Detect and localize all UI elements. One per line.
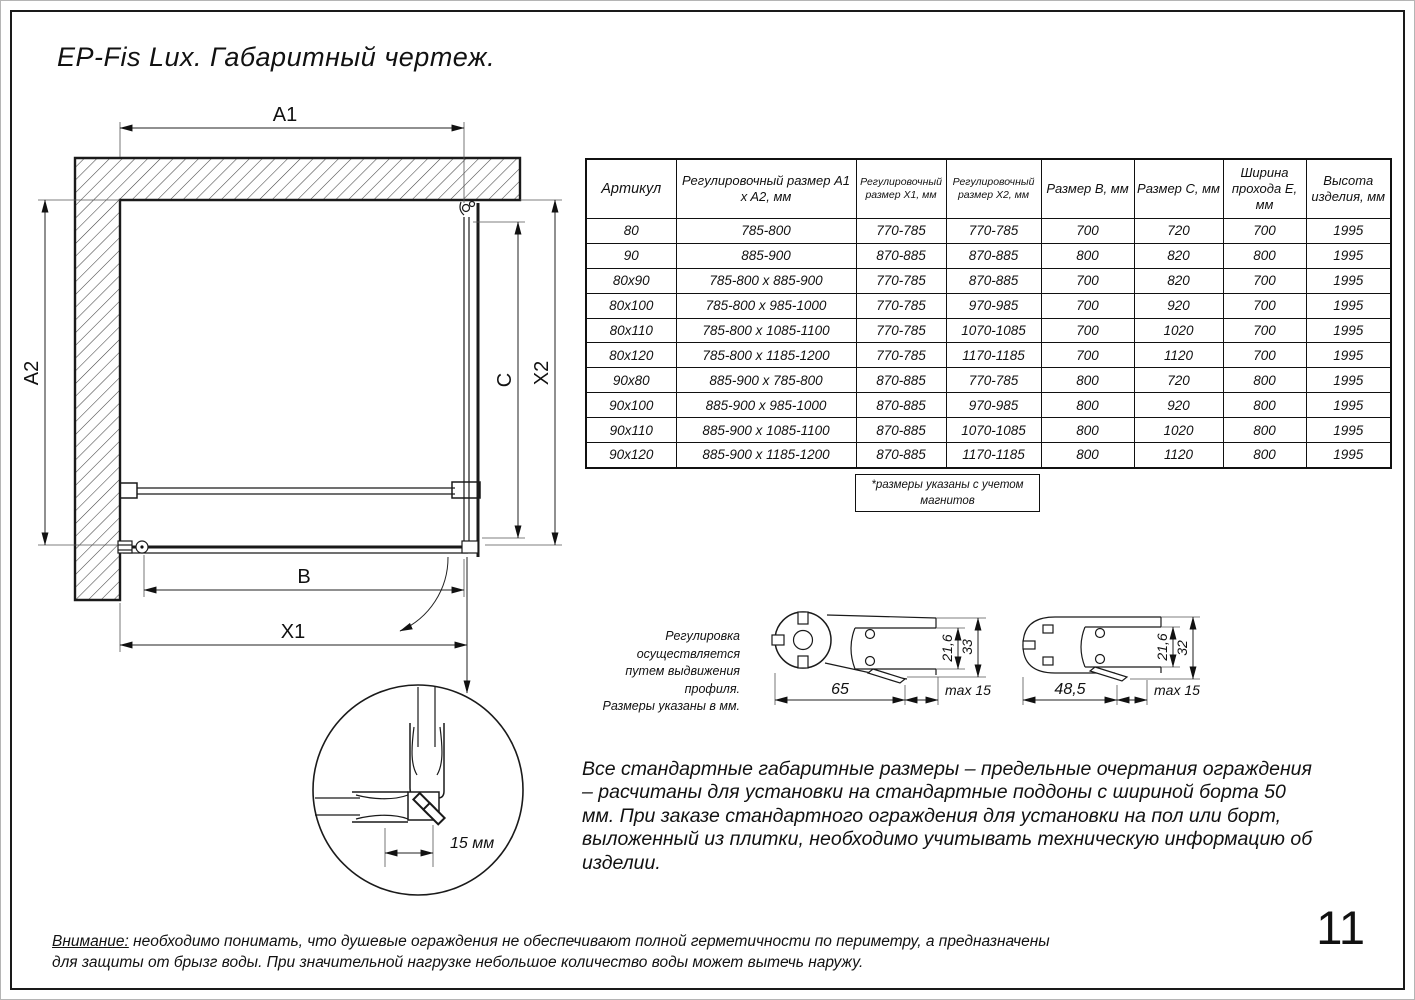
column-header: Размер C, мм — [1134, 159, 1223, 219]
table-cell: 700 — [1223, 318, 1306, 343]
column-header: Регулировочный размер X2, мм — [946, 159, 1041, 219]
table-cell: 870-885 — [856, 393, 946, 418]
table-cell: 1995 — [1306, 219, 1391, 244]
table-cell: 770-785 — [856, 219, 946, 244]
table-row — [586, 443, 1391, 468]
table-cell: 785-800 x 885-900 — [676, 268, 856, 293]
table-cell: 800 — [1041, 418, 1134, 443]
table-row — [586, 343, 1391, 368]
table-cell: 920 — [1134, 393, 1223, 418]
wall-section — [75, 158, 520, 600]
table-cell: 920 — [1134, 293, 1223, 318]
profile-dim-insert: max 15 — [1154, 682, 1200, 698]
table-cell: 1070-1085 — [946, 318, 1041, 343]
table-cell: 885-900 x 1085-1100 — [676, 418, 856, 443]
table-cell: 1995 — [1306, 243, 1391, 268]
table-cell: 1995 — [1306, 418, 1391, 443]
table-cell: 870-885 — [856, 443, 946, 468]
dim-label-x2: X2 — [531, 360, 553, 386]
table-cell: 885-900 x 1185-1200 — [676, 443, 856, 468]
description-paragraph: Все стандартные габаритные размеры – предельные очертания ограждения – расчитаны для установки на стандартные поддоны с шириной борта 50 мм. При заказе стандартного ограждения для установки на пол или борт, выложенный из плитки, необходимо учитывать техническую информацию об изделии. — [582, 758, 1313, 874]
table-cell: 770-785 — [946, 368, 1041, 393]
table-cell: 770-785 — [946, 219, 1041, 244]
warning-label: Внимание: — [52, 933, 129, 950]
table-cell: 1995 — [1306, 293, 1391, 318]
warning-note — [52, 932, 1072, 974]
table-cell: 870-885 — [946, 243, 1041, 268]
profile-dim-height: 33 — [959, 639, 975, 655]
table-cell: 700 — [1223, 219, 1306, 244]
support-bar — [120, 482, 480, 498]
table-row — [586, 293, 1391, 318]
table-row — [586, 418, 1391, 443]
profile-dim-insert: max 15 — [945, 682, 991, 698]
table-row — [586, 368, 1391, 393]
column-header: Регулировочный размер X1, мм — [856, 159, 946, 219]
table-cell: 90x120 — [586, 443, 676, 468]
table-cell: 800 — [1041, 393, 1134, 418]
profile-dim-channel: 21,6 — [939, 634, 955, 662]
table-cell: 1995 — [1306, 368, 1391, 393]
table-cell: 700 — [1223, 293, 1306, 318]
profile-dim-height: 32 — [1174, 640, 1190, 656]
table-cell: 800 — [1041, 368, 1134, 393]
table-row — [586, 219, 1391, 244]
table-cell: 885-900 x 785-800 — [676, 368, 856, 393]
table-cell: 1170-1185 — [946, 343, 1041, 368]
column-header: Артикул — [586, 159, 676, 219]
table-cell: 770-785 — [856, 343, 946, 368]
table-cell: 770-785 — [856, 318, 946, 343]
table-cell: 785-800 — [676, 219, 856, 244]
dimensional-drawing — [20, 95, 580, 925]
table-cell: 1070-1085 — [946, 418, 1041, 443]
table-row — [586, 318, 1391, 343]
table-cell: 870-885 — [856, 368, 946, 393]
table-cell: 785-800 x 985-1000 — [676, 293, 856, 318]
table-cell: 1995 — [1306, 318, 1391, 343]
table-cell: 800 — [1223, 368, 1306, 393]
detail-dim-label: 15 мм — [450, 835, 495, 852]
table-cell: 870-885 — [856, 243, 946, 268]
profile-cross-sections — [755, 595, 1235, 720]
table-cell: 1120 — [1134, 443, 1223, 468]
table-row — [586, 268, 1391, 293]
table-cell: 90x80 — [586, 368, 676, 393]
profile-dim-width: 65 — [831, 681, 849, 698]
table-cell: 80x110 — [586, 318, 676, 343]
profile-dim-channel: 21,6 — [1154, 633, 1170, 661]
table-cell: 1020 — [1134, 418, 1223, 443]
table-cell: 785-800 x 1185-1200 — [676, 343, 856, 368]
table-cell: 1995 — [1306, 443, 1391, 468]
table-cell: 770-785 — [856, 268, 946, 293]
table-cell: 870-885 — [946, 268, 1041, 293]
table-cell: 820 — [1134, 243, 1223, 268]
table-cell: 720 — [1134, 368, 1223, 393]
table-cell: 80 — [586, 219, 676, 244]
table-cell: 700 — [1223, 343, 1306, 368]
warning-text: необходимо понимать, что душевые ограждения не обеспечивают полной герметичности по периметру, а предназначены для защиты от брызг воды. При значительной нагрузке небольшое количество воды может вытечь наружу. — [52, 933, 1050, 971]
door-swing-arrow — [400, 557, 448, 631]
table-cell: 700 — [1041, 318, 1134, 343]
table-cell: 720 — [1134, 219, 1223, 244]
table-cell: 80x100 — [586, 293, 676, 318]
table-cell: 700 — [1041, 219, 1134, 244]
page-title: EP-Fis Lux. Габаритный чертеж. — [57, 42, 496, 72]
table-cell: 800 — [1041, 243, 1134, 268]
table-cell: 800 — [1223, 443, 1306, 468]
bottom-glass-panel — [118, 541, 478, 553]
table-cell: 885-900 x 985-1000 — [676, 393, 856, 418]
profiles-note-line: Регулировка осуществляется — [636, 629, 740, 661]
table-cell: 800 — [1223, 418, 1306, 443]
column-header: Ширина прохода E, мм — [1223, 159, 1306, 219]
column-header: Размер B, мм — [1041, 159, 1134, 219]
profile-dim-width: 48,5 — [1054, 681, 1086, 698]
profiles-note-line: Размеры указаны в мм. — [602, 699, 740, 713]
table-cell: 90 — [586, 243, 676, 268]
dim-label-a2: A2 — [21, 360, 43, 386]
table-cell: 90x110 — [586, 418, 676, 443]
detail-view-circle — [313, 685, 523, 895]
profiles-note-line: путем выдвижения профиля. — [625, 664, 740, 696]
table-cell: 700 — [1041, 343, 1134, 368]
dim-label-a1: A1 — [272, 104, 298, 126]
table-header-row — [586, 159, 1391, 219]
table-cell: 870-885 — [856, 418, 946, 443]
table-cell: 770-785 — [856, 293, 946, 318]
page-number: 11 — [1316, 901, 1365, 954]
table-row — [586, 243, 1391, 268]
table-cell: 90x100 — [586, 393, 676, 418]
column-header: Высота изделия, мм — [1306, 159, 1391, 219]
dim-label-x1: X1 — [280, 621, 306, 643]
table-cell: 700 — [1041, 268, 1134, 293]
table-cell: 785-800 x 1085-1100 — [676, 318, 856, 343]
table-cell: 800 — [1223, 243, 1306, 268]
table-cell: 80x120 — [586, 343, 676, 368]
table-cell: 1020 — [1134, 318, 1223, 343]
table-cell: 700 — [1223, 268, 1306, 293]
table-cell: 970-985 — [946, 293, 1041, 318]
column-header: Регулировочный размер A1 x A2, мм — [676, 159, 856, 219]
table-cell: 1170-1185 — [946, 443, 1041, 468]
table-cell: 800 — [1041, 443, 1134, 468]
table-cell: 885-900 — [676, 243, 856, 268]
dim-label-c: C — [494, 372, 516, 388]
table-cell: 1995 — [1306, 268, 1391, 293]
table-cell: 970-985 — [946, 393, 1041, 418]
table-cell: 80x90 — [586, 268, 676, 293]
dim-label-b: B — [297, 566, 311, 588]
table-footnote: *размеры указаны с учетом магнитов — [855, 474, 1040, 512]
table-cell: 1995 — [1306, 393, 1391, 418]
door-profile-section — [1023, 617, 1200, 705]
table-row — [586, 393, 1391, 418]
table-cell: 800 — [1223, 393, 1306, 418]
table-cell: 1120 — [1134, 343, 1223, 368]
profiles-note — [568, 628, 740, 716]
glass-door-panel — [460, 202, 478, 558]
wall-profile-section — [772, 612, 991, 705]
dimensions-table — [585, 158, 1392, 469]
table-cell: 1995 — [1306, 343, 1391, 368]
table-cell: 820 — [1134, 268, 1223, 293]
table-cell: 700 — [1041, 293, 1134, 318]
